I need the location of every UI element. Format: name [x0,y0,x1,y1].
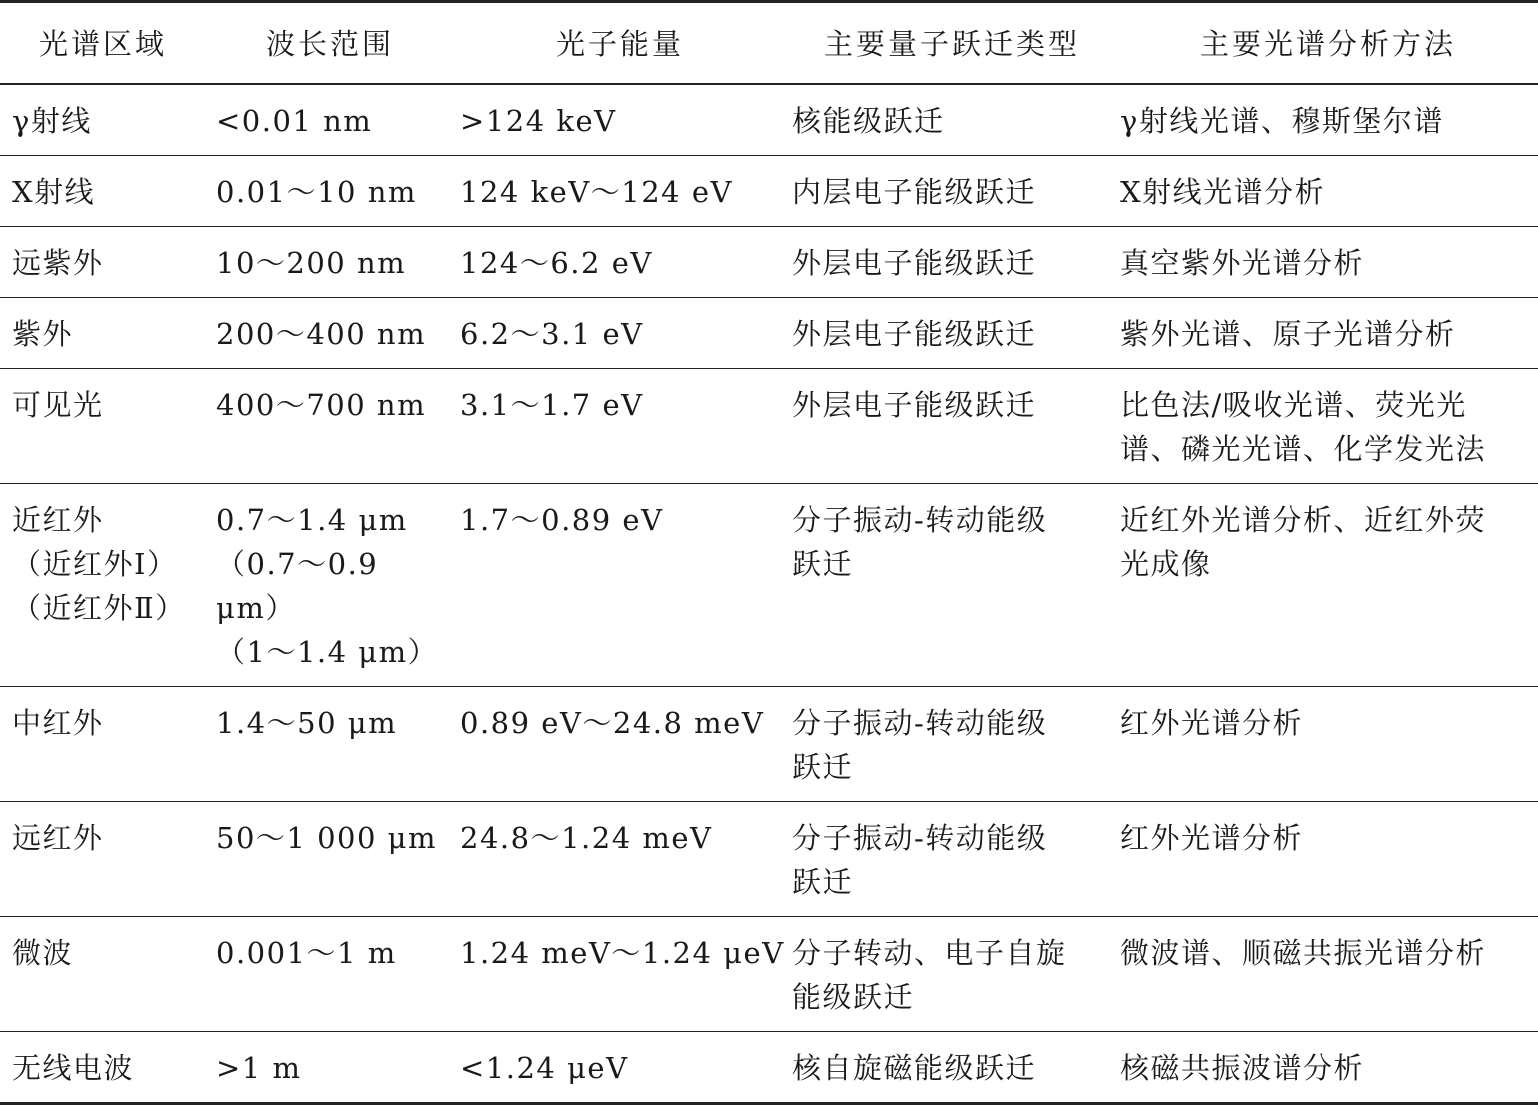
table-row [0,686,1538,801]
cell-energy: 124 keV～124 eV [460,174,733,209]
table-row [0,801,1538,916]
cell-method: 红外光谱分析 [1120,705,1304,740]
cell-region: 无线电波 [12,1050,135,1085]
table-row [0,297,1538,368]
cell-transition: 外层电子能级跃迁 [792,387,1037,422]
cell-region: 远红外 [12,820,104,855]
cell-region: 可见光 [12,387,104,422]
cell-wavelength: 200～400 nm [216,316,427,351]
cell-energy: 124～6.2 eV [460,245,653,280]
cell-transition: 内层电子能级跃迁 [792,174,1037,209]
header-energy: 光子能量 [555,27,684,62]
table-row [0,368,1538,483]
cell-transition: 核自旋磁能级跃迁 [792,1050,1037,1085]
cell-wavelength: 10～200 nm [216,245,407,280]
header-wavelength: 波长范围 [265,27,394,62]
table-row [0,1031,1538,1103]
cell-energy: 1.24 meV～1.24 μeV [460,935,785,970]
cell-wavelength: >1 m [216,1050,302,1085]
cell-energy: 3.1～1.7 eV [460,387,644,422]
header-row [0,2,1538,84]
header-region: 光谱区域 [38,27,167,62]
cell-method: 紫外光谱、原子光谱分析 [1120,316,1456,351]
table-row [0,155,1538,226]
cell-wavelength: 50～1 000 μm [216,820,437,855]
cell-wavelength: 0.001～1 m [216,935,397,970]
cell-transition: 分子振动-转动能级 跃迁 [792,502,1048,581]
cell-wavelength: 0.7～1.4 μm （0.7～0.9 μm） （1～1.4 μm） [216,502,439,669]
cell-region: 微波 [12,935,74,970]
header-method: 主要光谱分析方法 [1199,27,1456,62]
cell-wavelength: 0.01～10 nm [216,174,417,209]
cell-energy: 1.7～0.89 eV [460,502,664,537]
table-body [0,84,1538,1104]
table-row [0,226,1538,297]
cell-energy: >124 keV [460,103,617,138]
cell-method: 红外光谱分析 [1120,820,1304,855]
cell-method: γ射线光谱、穆斯堡尔谱 [1120,103,1444,138]
cell-transition: 分子转动、电子自旋 能级跃迁 [792,935,1067,1014]
cell-transition: 分子振动-转动能级 跃迁 [792,705,1048,784]
cell-method: 微波谱、顺磁共振光谱分析 [1120,935,1487,970]
cell-wavelength: <0.01 nm [216,103,373,138]
cell-method: X射线光谱分析 [1120,174,1326,209]
cell-region: 紫外 [12,316,74,351]
table-row [0,84,1538,156]
cell-method: 比色法/吸收光谱、荧光光 谱、磷光光谱、化学发光法 [1120,387,1487,466]
cell-method: 真空紫外光谱分析 [1120,245,1365,280]
cell-wavelength: 400～700 nm [216,387,427,422]
cell-region: 近红外 （近红外Ⅰ） （近红外Ⅱ） [12,502,186,625]
cell-wavelength: 1.4～50 μm [216,705,398,740]
table-row [0,483,1538,686]
table-header [0,2,1538,84]
cell-transition: 外层电子能级跃迁 [792,316,1037,351]
cell-energy: 0.89 eV～24.8 meV [460,705,765,740]
table-row [0,916,1538,1031]
cell-energy: <1.24 μeV [460,1050,629,1085]
cell-region: 远紫外 [12,245,104,280]
cell-method: 近红外光谱分析、近红外荧 光成像 [1120,502,1487,581]
cell-transition: 分子振动-转动能级 跃迁 [792,820,1048,899]
cell-region: X射线 [12,174,96,209]
cell-method: 核磁共振波谱分析 [1120,1050,1365,1085]
header-transition: 主要量子跃迁类型 [823,27,1080,62]
cell-region: γ射线 [12,103,92,138]
cell-region: 中红外 [12,705,104,740]
cell-energy: 6.2～3.1 eV [460,316,644,351]
cell-transition: 核能级跃迁 [792,103,945,138]
cell-transition: 外层电子能级跃迁 [792,245,1037,280]
cell-energy: 24.8～1.24 meV [460,820,713,855]
